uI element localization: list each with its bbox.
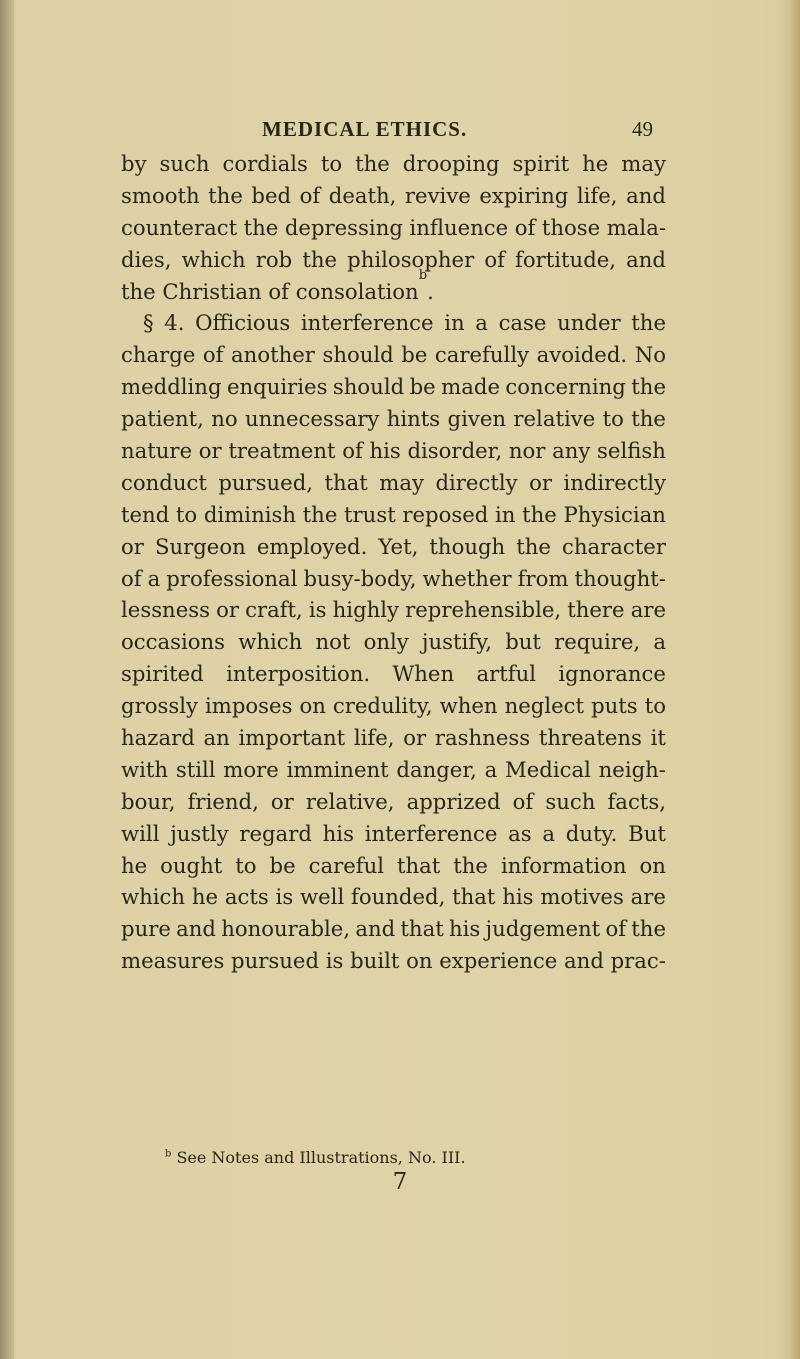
text-word: as: [508, 820, 532, 846]
text-word: or: [270, 788, 294, 814]
text-line: [121, 722, 666, 754]
text-word: reprehensible,: [405, 597, 562, 623]
footnote-text: See Notes and Illustrations, No. III.: [176, 1148, 466, 1167]
footnote-marker: b: [165, 1148, 172, 1160]
text-word: is: [308, 597, 327, 623]
text-line: [121, 307, 666, 339]
page-number: 49: [632, 117, 653, 141]
text-word: not: [315, 629, 351, 655]
text-word: by: [121, 151, 147, 176]
text-word: life,: [353, 725, 395, 751]
text-word: which: [181, 246, 246, 272]
text-word: the: [631, 374, 666, 400]
text-word: from: [517, 565, 569, 591]
text-word: of: [514, 214, 536, 240]
text-word: counteract: [121, 214, 238, 240]
text-word: a: [484, 756, 498, 782]
text-word: in: [444, 310, 465, 336]
text-word: trust: [344, 501, 396, 527]
text-word: is: [275, 884, 294, 910]
text-word: philosopher: [347, 246, 475, 272]
running-head: [0, 117, 800, 141]
text-word: his: [369, 438, 401, 464]
text-word: employed.: [256, 533, 368, 559]
text-word: treatment: [228, 438, 336, 464]
text-word: with: [121, 756, 169, 782]
text-word: be: [401, 342, 428, 368]
text-word: are: [630, 884, 666, 910]
text-word: disorder,: [407, 438, 503, 464]
text-word: professional: [166, 565, 298, 591]
footnote-reference: b: [418, 267, 428, 283]
text-line: [121, 148, 666, 180]
text-word: indirectly: [563, 469, 666, 495]
text-word: require,: [554, 629, 641, 655]
text-word: of: [605, 916, 627, 942]
text-word: important: [238, 725, 346, 751]
text-word: smooth: [121, 182, 200, 208]
text-word: motives: [540, 884, 624, 910]
text-word: should: [322, 342, 394, 368]
text-word: and: [355, 916, 396, 942]
text-word: it: [650, 725, 666, 751]
text-line: [121, 754, 666, 786]
text-word: judgement: [485, 916, 601, 942]
text-word: bour,: [121, 788, 176, 814]
text-word: the: [631, 916, 666, 942]
text-word: on: [406, 948, 433, 974]
text-word: bed: [251, 182, 292, 208]
text-word: lessness: [121, 597, 210, 623]
text-word: be: [409, 374, 436, 400]
text-word: unnecessary: [245, 406, 380, 432]
text-word: highly: [332, 597, 400, 623]
text-word: a: [653, 629, 666, 655]
text-word: carefully: [434, 342, 530, 368]
text-line: [121, 626, 666, 658]
text-word: character: [562, 533, 666, 559]
text-word: tend: [121, 501, 170, 527]
text-word: the: [631, 406, 666, 432]
footnote: [165, 1148, 665, 1168]
text-word: expiring: [479, 182, 569, 208]
text-word: which: [121, 884, 186, 910]
text-word: nor: [508, 438, 546, 464]
text-word: in: [495, 501, 516, 527]
text-word: his: [322, 820, 354, 846]
text-line: [121, 563, 666, 595]
text-line: [121, 945, 666, 977]
text-word: to: [602, 406, 624, 432]
text-word: occasions: [121, 629, 226, 655]
text-word: the: [302, 246, 338, 272]
text-word: to: [320, 151, 343, 176]
text-word: relative: [513, 406, 596, 432]
text-word: relative,: [305, 788, 395, 814]
text-word: of: [121, 565, 142, 591]
page-edge: [790, 0, 800, 1359]
text-word: any: [552, 438, 591, 464]
text-word: grossly: [121, 693, 198, 719]
text-word: under: [557, 310, 621, 336]
text-word: that: [400, 916, 444, 942]
text-word: may: [621, 151, 666, 176]
text-word: well: [300, 884, 345, 910]
text-word: pursued: [231, 948, 320, 974]
text-word: diminish: [203, 501, 297, 527]
text-line: [121, 499, 666, 531]
text-word: But: [628, 820, 666, 846]
text-word: there: [567, 597, 625, 623]
text-word: built: [350, 948, 400, 974]
text-word: dies,: [121, 246, 172, 272]
text-word: the: [453, 852, 488, 878]
text-word: the: [302, 501, 338, 527]
text-word: he: [121, 852, 148, 878]
text-word: apprized: [406, 788, 501, 814]
text-word: 4.: [164, 310, 185, 336]
text-line: [121, 267, 666, 308]
text-word: may: [379, 469, 424, 495]
text-word: interference: [300, 310, 434, 336]
text-word: nature: [121, 438, 193, 464]
text-word: or: [198, 438, 222, 464]
text-word: life,: [576, 182, 618, 208]
text-word: enquiries: [226, 374, 328, 400]
text-word: concerning: [505, 374, 626, 400]
text-word: measures: [121, 948, 225, 974]
text-word: drooping: [402, 151, 500, 176]
text-word: Medical: [505, 756, 591, 782]
text-word: founded,: [351, 884, 446, 910]
text-word: or: [121, 533, 144, 559]
text-line: [121, 371, 666, 403]
text-word: a: [147, 565, 161, 591]
text-word: depressing: [284, 214, 403, 240]
text-word: fortitude,: [515, 246, 617, 272]
running-title: MEDICAL ETHICS.: [262, 117, 468, 141]
text-word: the: [516, 533, 551, 559]
text-word: on: [299, 693, 326, 719]
text-word: imposes: [204, 693, 293, 719]
text-word: busy-body,: [303, 565, 417, 591]
text-word: still: [175, 756, 216, 782]
text-line: [121, 690, 666, 722]
text-word: ought: [160, 852, 223, 878]
text-word: ignorance: [558, 661, 666, 687]
text-word: that: [396, 852, 441, 878]
text-word: facts,: [607, 788, 666, 814]
text-line: [121, 881, 666, 913]
text-word: information: [500, 852, 627, 878]
text-word: that: [452, 884, 496, 910]
text-word: only: [363, 629, 409, 655]
text-word: rob: [255, 246, 293, 272]
text-word: the: [522, 501, 557, 527]
text-word: danger,: [396, 756, 477, 782]
text-word: pursued,: [218, 469, 314, 495]
text-word: influence: [409, 214, 509, 240]
text-word: hazard: [121, 725, 195, 751]
text-word: the: [355, 151, 390, 176]
text-word: craft,: [245, 597, 303, 623]
text-line: [121, 435, 666, 467]
text-word: of: [342, 438, 363, 464]
text-word: reposed: [402, 501, 489, 527]
text-word: spirited: [121, 661, 204, 687]
text-word: to: [235, 852, 257, 878]
text-word: are: [630, 597, 666, 623]
text-line: [121, 180, 666, 212]
text-word: mala-: [606, 214, 666, 240]
text-word: or: [529, 469, 552, 495]
text-word: when: [439, 693, 498, 719]
text-word: such: [545, 788, 596, 814]
text-line: [121, 786, 666, 818]
text-word: he: [582, 151, 609, 176]
text-word: a: [542, 820, 556, 846]
text-word: §: [143, 310, 154, 336]
text-word: another: [231, 342, 315, 368]
text-line: [121, 339, 666, 371]
text-word: thought-: [574, 565, 666, 591]
sentence-period: .: [427, 278, 434, 304]
text-word: and: [564, 948, 604, 974]
text-word: experience: [439, 948, 558, 974]
text-word: pure: [121, 916, 171, 942]
text-word: that: [324, 469, 368, 495]
text-word: rashness: [434, 725, 531, 751]
text-line-content: the Christian of consolation: [121, 278, 419, 304]
text-line: [121, 244, 666, 276]
text-word: or: [216, 597, 239, 623]
text-word: the: [243, 214, 279, 240]
text-word: case: [498, 310, 547, 336]
text-word: and: [176, 916, 216, 942]
body-text: [121, 148, 666, 977]
text-word: which: [238, 629, 303, 655]
text-word: friend,: [187, 788, 259, 814]
text-word: spirit: [512, 151, 570, 176]
text-word: regard: [239, 820, 312, 846]
text-word: avoided.: [536, 342, 628, 368]
text-line: [121, 850, 666, 882]
text-word: is: [325, 948, 344, 974]
text-word: his: [448, 916, 481, 942]
text-word: acts: [224, 884, 269, 910]
text-word: though: [429, 533, 506, 559]
text-word: to: [175, 501, 198, 527]
text-word: on: [639, 852, 666, 878]
text-word: the: [631, 310, 666, 336]
text-word: puts: [591, 693, 638, 719]
text-word: duty.: [565, 820, 618, 846]
text-word: charge: [121, 342, 196, 368]
text-word: patient,: [121, 406, 204, 432]
text-word: of: [484, 246, 505, 272]
text-word: conduct: [121, 469, 207, 495]
text-word: meddling: [121, 374, 222, 400]
text-line: [121, 658, 666, 690]
text-word: more: [223, 756, 279, 782]
text-word: will: [121, 820, 160, 846]
text-word: or: [403, 725, 427, 751]
text-line: [121, 818, 666, 850]
text-line: [121, 467, 666, 499]
text-word: whether: [422, 565, 512, 591]
text-word: he: [191, 884, 219, 910]
text-word: death,: [328, 182, 397, 208]
text-word: and: [626, 246, 666, 272]
text-word: given: [447, 406, 507, 432]
text-line: [121, 594, 666, 626]
text-word: such: [159, 151, 210, 176]
text-word: no: [211, 406, 238, 432]
text-word: of: [202, 342, 224, 368]
text-word: made: [441, 374, 500, 400]
text-word: an: [203, 725, 230, 751]
text-word: revive: [404, 182, 471, 208]
text-word: Officious: [195, 310, 291, 336]
text-word: of: [512, 788, 534, 814]
text-word: his: [502, 884, 534, 910]
text-line: [121, 212, 666, 244]
text-word: directly: [435, 469, 518, 495]
text-word: When: [392, 661, 455, 687]
text-word: neglect: [504, 693, 585, 719]
text-word: imminent: [286, 756, 389, 782]
text-word: to: [644, 693, 666, 719]
text-word: credulity,: [332, 693, 433, 719]
text-word: honourable,: [221, 916, 351, 942]
text-word: interposition.: [226, 661, 371, 687]
text-line: [121, 403, 666, 435]
text-word: Yet,: [378, 533, 419, 559]
text-word: careful: [308, 852, 385, 878]
text-word: but: [505, 629, 541, 655]
text-word: justly: [170, 820, 229, 846]
text-word: should: [332, 374, 405, 400]
text-word: cordials: [222, 151, 308, 176]
text-word: prac-: [610, 948, 666, 974]
text-word: artful: [476, 661, 537, 687]
text-word: Surgeon: [154, 533, 246, 559]
text-word: justify,: [421, 629, 493, 655]
text-word: hints: [386, 406, 441, 432]
text-word: selfish: [597, 438, 666, 464]
signature-mark: 7: [392, 1169, 408, 1195]
text-word: those: [541, 214, 601, 240]
text-word: interference: [364, 820, 498, 846]
text-word: the: [208, 182, 243, 208]
page-gutter-shadow: [0, 0, 14, 1359]
text-word: neigh-: [598, 756, 666, 782]
text-word: Physician: [563, 501, 666, 527]
text-word: be: [269, 852, 296, 878]
text-word: threatens: [538, 725, 642, 751]
text-line: [121, 913, 666, 945]
text-word: and: [626, 182, 666, 208]
text-word: a: [475, 310, 488, 336]
text-word: of: [299, 182, 321, 208]
text-word: No: [634, 342, 666, 368]
text-line: [121, 531, 666, 563]
